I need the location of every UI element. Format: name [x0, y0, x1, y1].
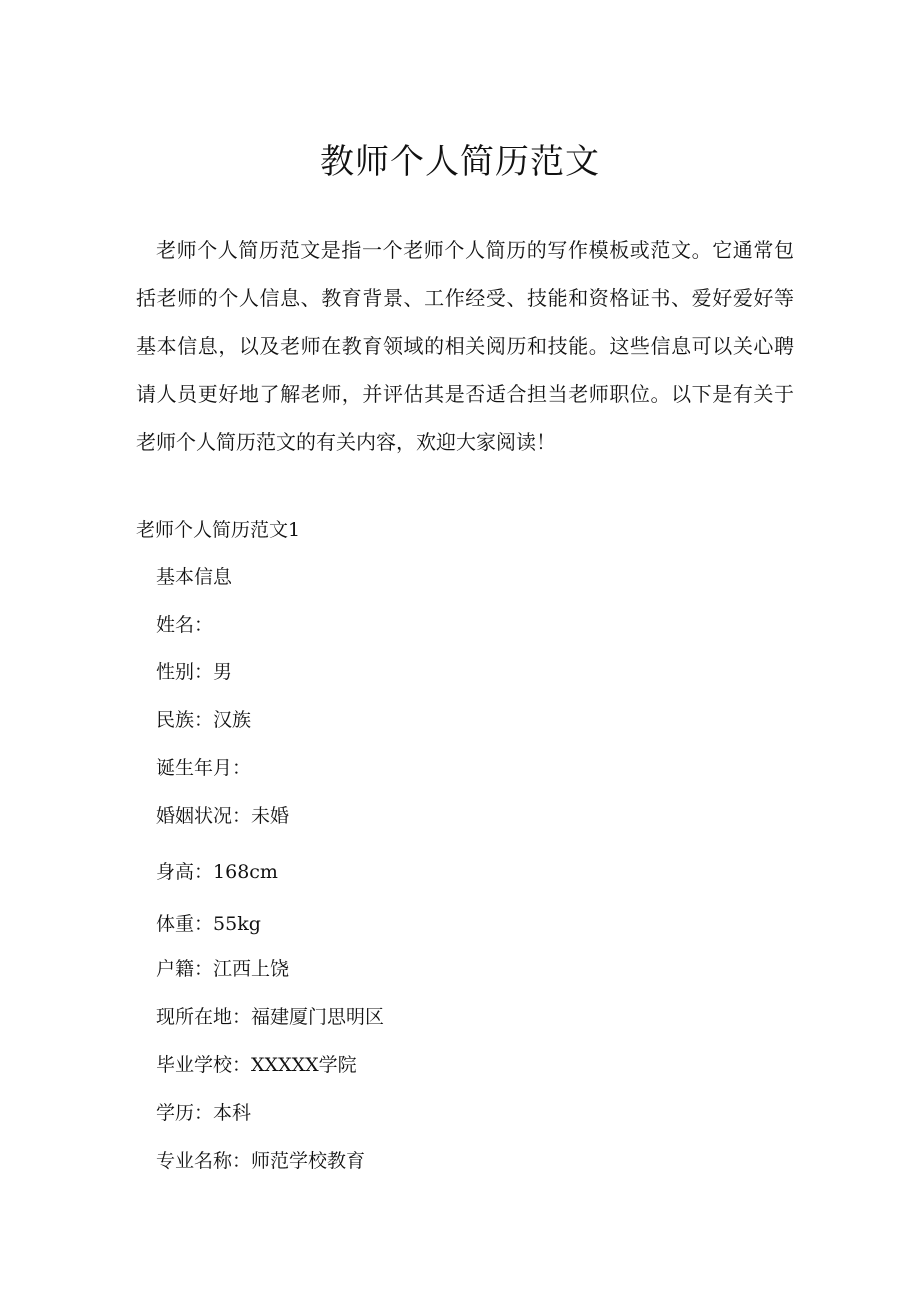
field-current-location-label: 现所在地：	[156, 1006, 252, 1028]
field-current-location-value: 福建厦门思明区	[251, 1006, 385, 1028]
field-gender	[156, 656, 232, 688]
field-marital-status	[156, 800, 289, 832]
field-name	[156, 609, 213, 641]
field-marital-status-value: 未婚	[251, 805, 290, 827]
field-education	[156, 1097, 251, 1129]
field-major	[156, 1145, 365, 1177]
field-birth-date	[156, 752, 251, 784]
field-graduated-school	[156, 1049, 357, 1081]
field-ethnicity	[156, 704, 251, 736]
field-height-label: 身高：	[156, 861, 214, 883]
field-birth-date-label: 诞生年月：	[156, 757, 252, 779]
field-education-value: 本科	[213, 1102, 252, 1124]
basic-info-heading: 基本信息	[156, 566, 233, 588]
field-ethnicity-value: 汉族	[213, 709, 252, 731]
field-household-registration-value: 江西上饶	[213, 958, 290, 980]
field-major-value: 师范学校教育	[251, 1150, 366, 1172]
field-weight	[156, 908, 261, 940]
field-education-label: 学历：	[156, 1102, 214, 1124]
field-height-value: 168cm	[213, 861, 278, 883]
field-weight-value: 55kg	[213, 913, 261, 935]
field-current-location	[156, 1001, 384, 1033]
field-graduated-school-label: 毕业学校：	[156, 1054, 252, 1076]
document-title: 教师个人简历范文	[320, 142, 600, 182]
field-name-label: 姓名：	[156, 614, 214, 636]
field-graduated-school-value: XXXXX学院	[251, 1054, 357, 1076]
field-gender-value: 男	[213, 661, 233, 683]
field-weight-label: 体重：	[156, 913, 214, 935]
field-household-registration	[156, 953, 289, 985]
field-household-registration-label: 户籍：	[156, 958, 214, 980]
field-ethnicity-label: 民族：	[156, 709, 214, 731]
field-height	[156, 856, 278, 888]
field-major-label: 专业名称：	[156, 1150, 252, 1172]
field-gender-label: 性别：	[156, 661, 214, 683]
intro-paragraph: 老师个人简历范文是指一个老师个人简历的写作模板或范文。它通常包括老师的个人信息、教育背景、工作经受、技能和资格证书、爱好爱好等基本信息，以及老师在教育领域的相关阅历和技能。这些信息可以关心聘请人员更好地了解老师，并评估其是否适合担当老师职位。以下是有关于老师个人简历范文的有关内容，欢迎大家阅读！	[136, 238, 794, 454]
section-heading: 老师个人简历范文1	[136, 519, 301, 541]
field-marital-status-label: 婚姻状况：	[156, 805, 252, 827]
